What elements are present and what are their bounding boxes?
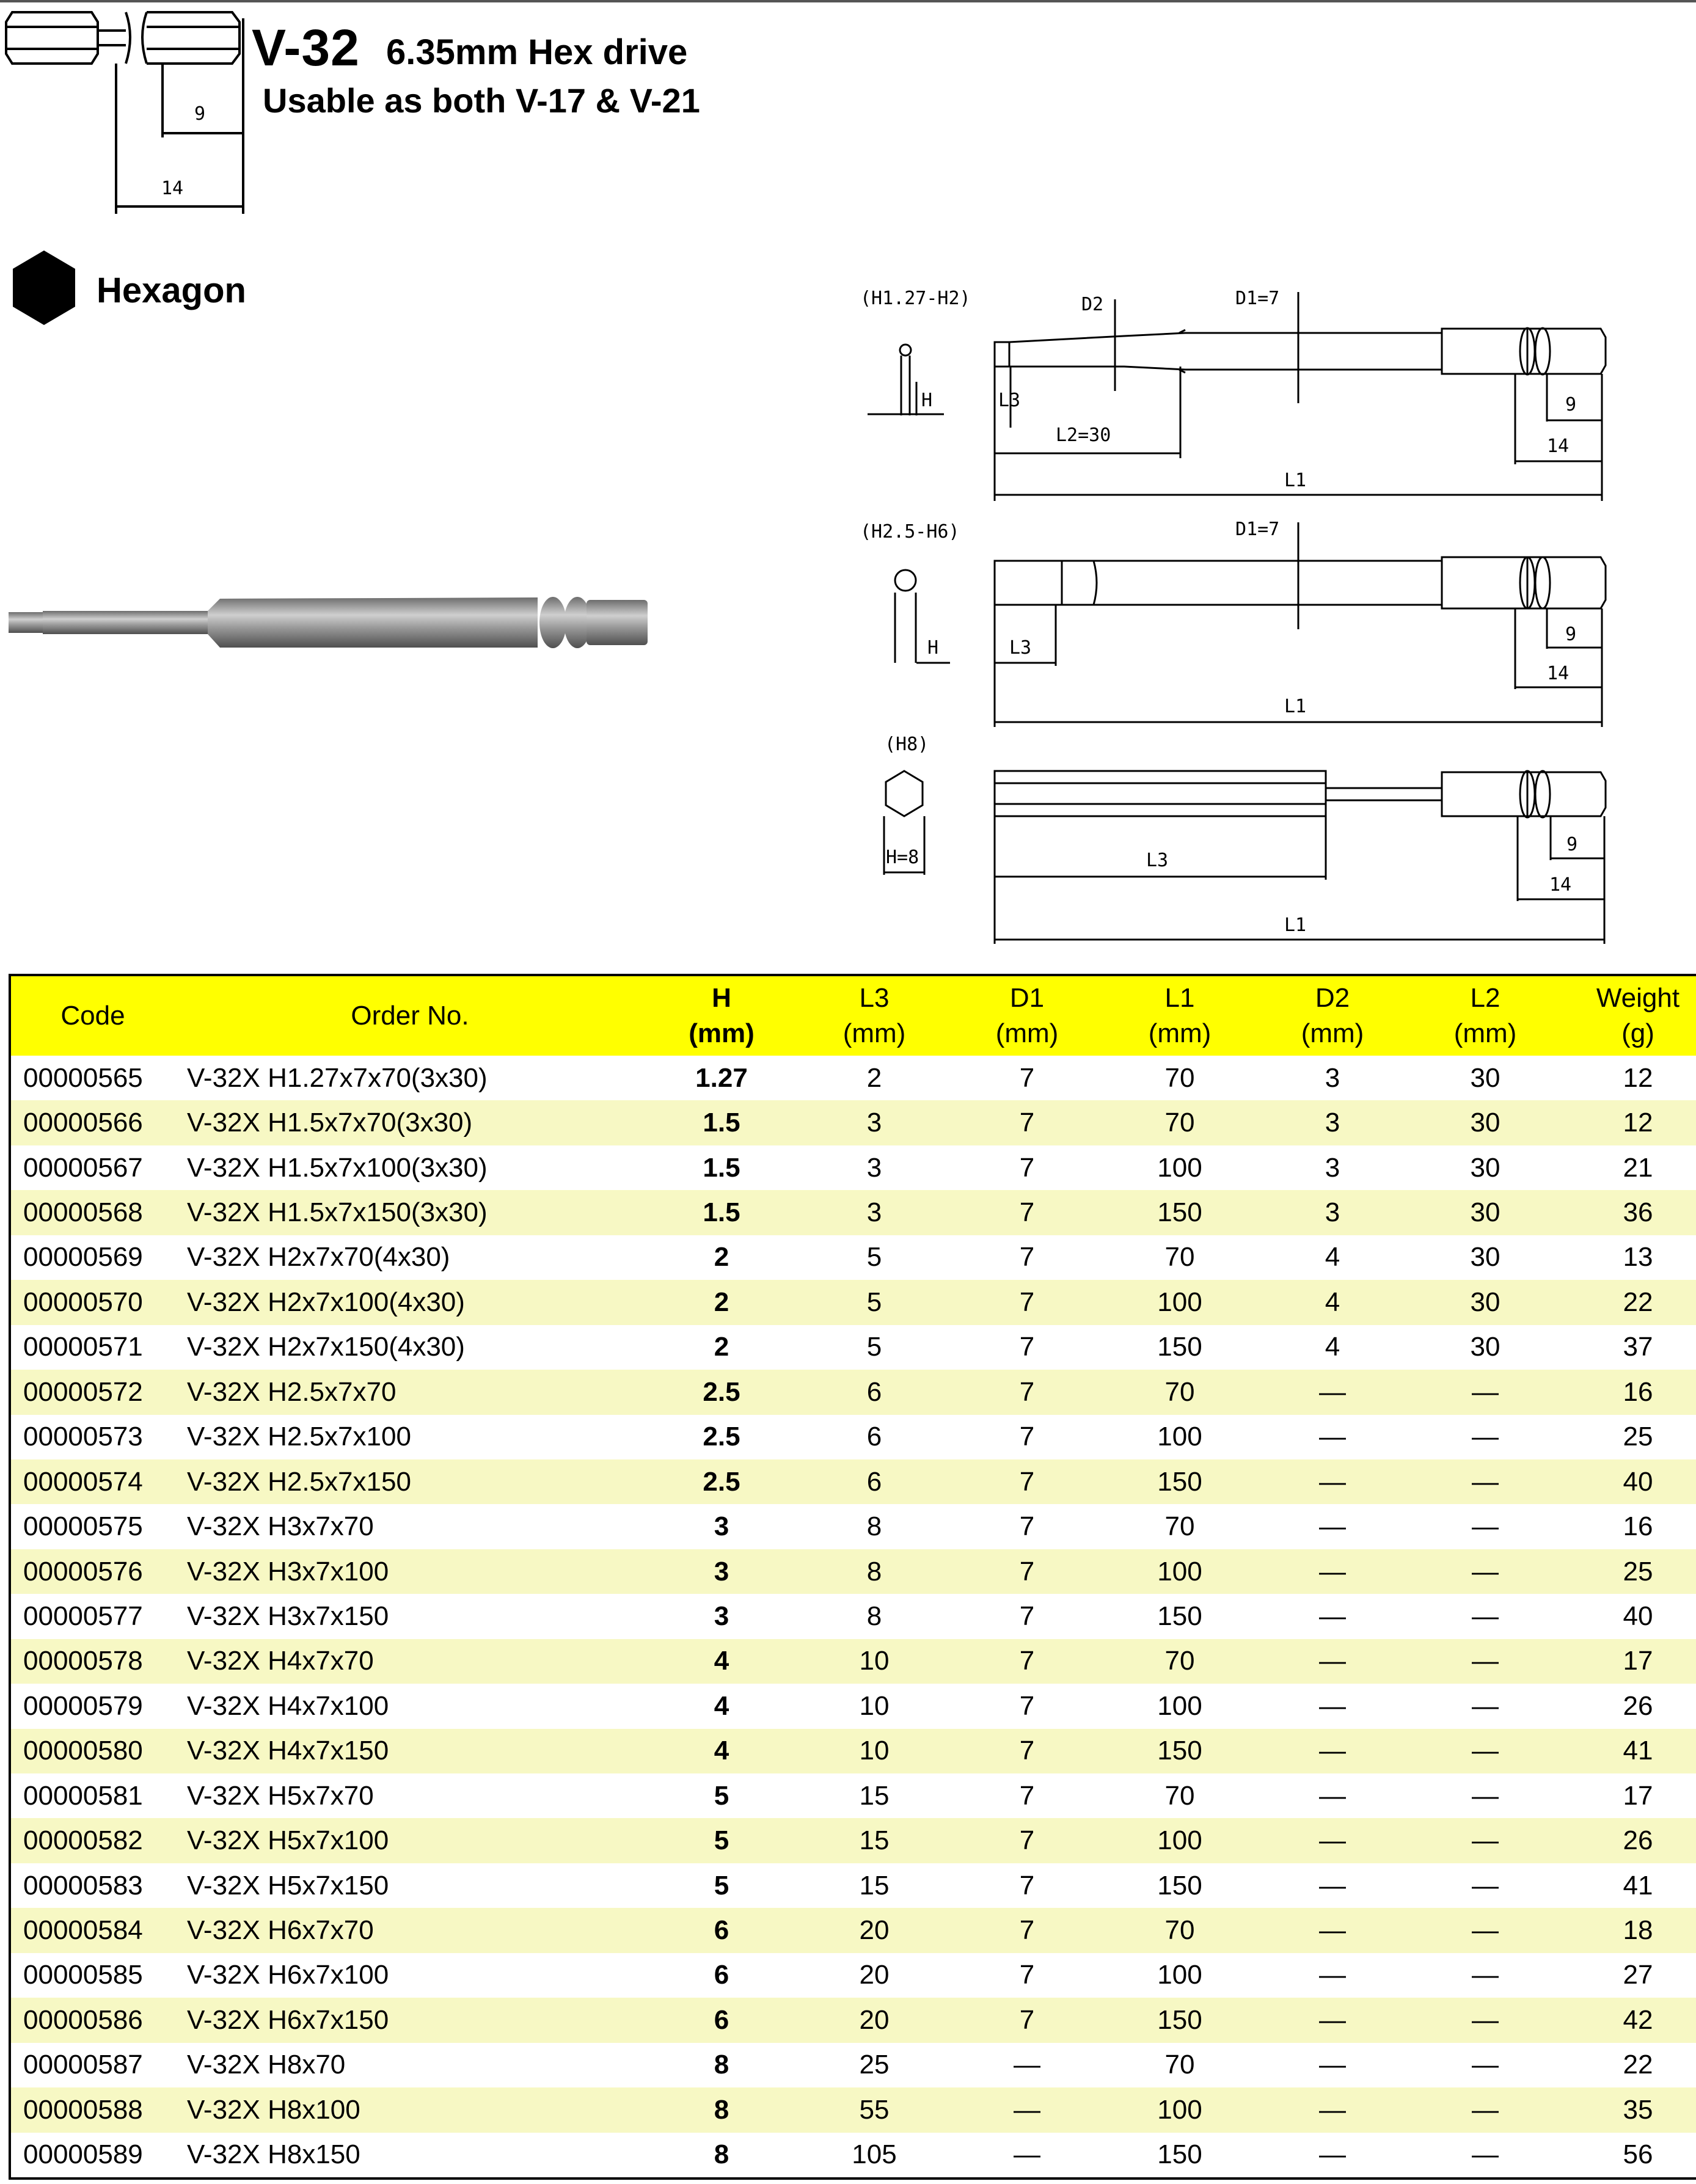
- cell-l3: 20: [798, 1908, 951, 1952]
- cell-d2: 4: [1325, 1332, 1340, 1362]
- cell-code: 00000584: [10, 1908, 175, 1952]
- d2-l1-label: L1: [1284, 696, 1307, 717]
- cell-d2: —: [1256, 1639, 1409, 1684]
- table-row: [10, 2043, 1696, 2087]
- cell-l3: 55: [798, 2087, 951, 2132]
- cell-l3: 15: [798, 1818, 951, 1863]
- cell-d1: 7: [1019, 1242, 1035, 1273]
- cell-l3: 15: [859, 1780, 890, 1811]
- cell-order-no: V-32X H6x7x150: [175, 1998, 645, 2042]
- cell-d2: —: [1319, 1960, 1346, 1990]
- cell-weight: 37: [1623, 1332, 1653, 1362]
- cell-h: 5: [714, 1870, 729, 1901]
- cell-l1: 150: [1103, 1190, 1256, 1235]
- cell-order-no: V-32X H2.5x7x70: [175, 1370, 645, 1414]
- table-row: [10, 1235, 1696, 1280]
- model-title: V-32: [252, 19, 360, 76]
- cell-d2: —: [1256, 2087, 1409, 2132]
- table-row: [10, 1863, 1696, 1908]
- cell-weight: 25: [1623, 1422, 1653, 1452]
- cell-l2: 30: [1409, 1100, 1562, 1145]
- cell-weight: 17: [1562, 1639, 1696, 1684]
- cell-h: 3: [714, 1511, 729, 1542]
- cell-order-no: V-32X H1.5x7x150(3x30): [175, 1190, 645, 1235]
- cell-l3: 3: [866, 1152, 882, 1183]
- table-row: [10, 1908, 1696, 1952]
- d2-l3-label: L3: [1009, 637, 1032, 659]
- cell-l3: 6: [866, 1422, 882, 1452]
- table-row: [10, 2087, 1696, 2132]
- table-row: [10, 1998, 1696, 2042]
- cell-code: 00000589: [23, 2139, 143, 2170]
- cell-l1: 150: [1103, 1459, 1256, 1504]
- cell-l2: —: [1409, 1459, 1562, 1504]
- cell-weight: 26: [1562, 1818, 1696, 1863]
- cell-l3: 6: [798, 1370, 951, 1414]
- cell-l2: —: [1409, 1998, 1562, 2042]
- cell-d2: —: [1256, 1549, 1409, 1594]
- d2-dim-14: 14: [1547, 663, 1570, 684]
- cell-code: 00000580: [10, 1729, 175, 1773]
- dim-9: 9: [194, 103, 206, 125]
- technical-drawings: [0, 0, 1696, 965]
- cell-order-no: V-32X H2x7x70(4x30): [187, 1242, 450, 1273]
- cell-l2: —: [1409, 1549, 1562, 1594]
- d2-dim-9: 9: [1565, 624, 1577, 645]
- cell-code: 00000574: [10, 1459, 175, 1504]
- cell-l3: 25: [859, 2050, 890, 2080]
- cell-l1: 100: [1157, 1960, 1202, 1990]
- table-row: [10, 1549, 1696, 1594]
- cell-d2: —: [1256, 1818, 1409, 1863]
- table-row: [10, 1325, 1696, 1370]
- cell-h: 3: [645, 1549, 798, 1594]
- d1-l3-label: L3: [998, 390, 1021, 411]
- cell-h: 8: [714, 2139, 729, 2170]
- spec-table: [9, 974, 1696, 2180]
- cell-weight: 27: [1623, 1960, 1653, 1990]
- cell-d1: 7: [951, 1549, 1103, 1594]
- d1-l1-label: L1: [1284, 470, 1307, 491]
- cell-d2: —: [1319, 1422, 1346, 1452]
- cell-weight: 40: [1623, 1601, 1653, 1631]
- cell-h: 1.5: [645, 1100, 798, 1145]
- d3-dim-14: 14: [1549, 874, 1572, 896]
- table-row: [10, 1056, 1696, 1100]
- cell-l1: 70: [1164, 1780, 1195, 1811]
- d3-h-label: H=8: [886, 847, 919, 868]
- cell-weight: 17: [1623, 1780, 1653, 1811]
- cell-l2: —: [1472, 1960, 1499, 1990]
- table-row: [10, 1415, 1696, 1459]
- cell-d1: 7: [951, 1370, 1103, 1414]
- cell-l2: 30: [1470, 1062, 1500, 1093]
- cell-h: 8: [645, 2087, 798, 2132]
- cell-l2: —: [1409, 1370, 1562, 1414]
- cell-d2: 4: [1256, 1280, 1409, 1324]
- cell-d1: —: [1014, 2139, 1040, 2170]
- cell-d2: —: [1319, 1601, 1346, 1631]
- table-row: [10, 1953, 1696, 1998]
- cell-d2: —: [1319, 2139, 1346, 2170]
- cell-order-no: V-32X H4x7x150: [175, 1729, 645, 1773]
- cell-l1: 100: [1103, 1818, 1256, 1863]
- cell-l3: 8: [798, 1549, 951, 1594]
- cell-order-no: V-32X H8x150: [187, 2139, 360, 2170]
- cell-d1: 7: [951, 1818, 1103, 1863]
- d3-range: (H8): [885, 734, 929, 755]
- cell-l1: 70: [1164, 1242, 1195, 1273]
- cell-d2: 3: [1325, 1152, 1340, 1183]
- cell-order-no: V-32X H3x7x150: [187, 1601, 389, 1631]
- cell-l3: 5: [866, 1242, 882, 1273]
- d1-l2-label: L2=30: [1056, 425, 1111, 446]
- cell-code: 00000567: [23, 1152, 143, 1183]
- cell-d1: 7: [1019, 1870, 1035, 1901]
- cell-order-no: V-32X H6x7x100: [187, 1960, 389, 1990]
- cell-l1: 70: [1103, 1908, 1256, 1952]
- cell-order-no: V-32X H1.5x7x70(3x30): [175, 1100, 645, 1145]
- cell-d1: 7: [951, 1100, 1103, 1145]
- cell-l1: 150: [1103, 1729, 1256, 1773]
- d1-range: (H1.27-H2): [860, 288, 971, 309]
- cell-d1: 7: [1019, 1062, 1035, 1093]
- cell-l2: —: [1409, 1639, 1562, 1684]
- cell-l2: —: [1409, 1818, 1562, 1863]
- cell-l2: —: [1472, 1422, 1499, 1452]
- cell-code: 00000581: [23, 1780, 143, 1811]
- d1-d2-label: D2: [1081, 294, 1104, 315]
- cell-l3: 10: [798, 1639, 951, 1684]
- d2-h-label: H: [927, 637, 939, 659]
- table-row: [10, 1100, 1696, 1145]
- cell-d1: 7: [1019, 1511, 1035, 1542]
- cell-l1: 100: [1103, 2087, 1256, 2132]
- cell-h: 6: [645, 1908, 798, 1952]
- cell-weight: 21: [1623, 1152, 1653, 1183]
- cell-d1: —: [951, 2087, 1103, 2132]
- cell-d1: 7: [951, 1280, 1103, 1324]
- cell-d1: 7: [951, 1639, 1103, 1684]
- cell-l1: 150: [1157, 1870, 1202, 1901]
- cell-d2: 3: [1256, 1100, 1409, 1145]
- cell-h: 2.5: [645, 1459, 798, 1504]
- cell-d2: —: [1256, 1908, 1409, 1952]
- d1-dim-9: 9: [1565, 394, 1577, 415]
- cell-weight: 16: [1623, 1511, 1653, 1542]
- table-row: [10, 1639, 1696, 1684]
- cell-d2: —: [1319, 1780, 1346, 1811]
- cell-code: 00000587: [23, 2050, 143, 2080]
- table-row: [10, 1773, 1696, 1818]
- cell-d2: —: [1319, 1870, 1346, 1901]
- d2-d1-label: D1=7: [1235, 519, 1280, 540]
- cell-weight: 18: [1562, 1908, 1696, 1952]
- cell-order-no: V-32X H5x7x70: [187, 1780, 374, 1811]
- table-row: [10, 1684, 1696, 1728]
- dim-14: 14: [161, 178, 184, 199]
- cell-l3: 6: [798, 1459, 951, 1504]
- cell-code: 00000566: [10, 1100, 175, 1145]
- cell-order-no: V-32X H6x7x70: [175, 1908, 645, 1952]
- cell-order-no: V-32X H4x7x70: [175, 1639, 645, 1684]
- col-header-order-no: Order No.: [175, 975, 645, 1056]
- cell-h: 6: [714, 1960, 729, 1990]
- cell-h: 4: [714, 1690, 729, 1721]
- d1-dim-14: 14: [1547, 436, 1570, 457]
- cell-d1: 7: [1019, 1780, 1035, 1811]
- table-row: [10, 1729, 1696, 1773]
- cell-code: 00000588: [10, 2087, 175, 2132]
- cell-d2: —: [1319, 1511, 1346, 1542]
- cell-l1: 100: [1157, 1690, 1202, 1721]
- drive-subtitle: 6.35mm Hex drive: [386, 32, 688, 72]
- cell-h: 2: [714, 1332, 729, 1362]
- cell-h: 5: [714, 1780, 729, 1811]
- table-row: [10, 1280, 1696, 1324]
- cell-l2: —: [1472, 2139, 1499, 2170]
- cell-weight: 42: [1562, 1998, 1696, 2042]
- cell-l1: 100: [1103, 1549, 1256, 1594]
- cell-code: 00000570: [10, 1280, 175, 1324]
- cell-weight: 26: [1623, 1690, 1653, 1721]
- cell-l1: 70: [1103, 1370, 1256, 1414]
- col-header-weight: Weight (g): [1562, 975, 1696, 1056]
- cell-l3: 10: [859, 1690, 890, 1721]
- cell-l3: 15: [859, 1870, 890, 1901]
- cell-d2: —: [1319, 2050, 1346, 2080]
- cell-h: 1.27: [695, 1062, 748, 1093]
- cell-weight: 12: [1562, 1100, 1696, 1145]
- cell-h: 1.5: [645, 1190, 798, 1235]
- cell-code: 00000582: [10, 1818, 175, 1863]
- cell-h: 2: [714, 1242, 729, 1273]
- cell-d1: 7: [1019, 1422, 1035, 1452]
- cell-d1: 7: [1019, 1601, 1035, 1631]
- cell-d1: 7: [951, 1998, 1103, 2042]
- cell-l1: 100: [1103, 1280, 1256, 1324]
- cell-h: 5: [645, 1818, 798, 1863]
- cell-d1: 7: [1019, 1332, 1035, 1362]
- col-header-d1: D1 (mm): [951, 975, 1103, 1056]
- cell-d2: 4: [1325, 1242, 1340, 1273]
- cell-d1: 7: [1019, 1152, 1035, 1183]
- table-row: [10, 1145, 1696, 1190]
- cell-h: 4: [645, 1729, 798, 1773]
- cell-l3: 3: [798, 1190, 951, 1235]
- cell-d2: 3: [1325, 1062, 1340, 1093]
- table-row: [10, 1190, 1696, 1235]
- cell-weight: 12: [1623, 1062, 1653, 1093]
- cell-l1: 70: [1103, 1100, 1256, 1145]
- cell-order-no: V-32X H2.5x7x100: [187, 1422, 411, 1452]
- cell-h: 2.5: [645, 1370, 798, 1414]
- cell-code: 00000575: [23, 1511, 143, 1542]
- cell-l1: 150: [1157, 1601, 1202, 1631]
- cell-h: 2.5: [703, 1422, 740, 1452]
- cell-d2: —: [1319, 1690, 1346, 1721]
- cell-l3: 5: [798, 1280, 951, 1324]
- cell-l1: 70: [1103, 1639, 1256, 1684]
- cell-l2: 30: [1409, 1280, 1562, 1324]
- cell-l3: 10: [798, 1729, 951, 1773]
- cell-weight: 41: [1623, 1870, 1653, 1901]
- cell-l3: 20: [798, 1998, 951, 2042]
- cell-order-no: V-32X H2.5x7x150: [175, 1459, 645, 1504]
- cell-l2: —: [1409, 1908, 1562, 1952]
- col-header-code: Code: [10, 975, 175, 1056]
- cell-l2: 30: [1470, 1152, 1500, 1183]
- d2-range: (H2.5-H6): [860, 521, 960, 542]
- cell-order-no: V-32X H2x7x150(4x30): [187, 1332, 465, 1362]
- cell-d1: —: [1014, 2050, 1040, 2080]
- cell-l2: —: [1409, 1729, 1562, 1773]
- cell-h: 4: [645, 1639, 798, 1684]
- cell-l2: 30: [1470, 1332, 1500, 1362]
- cell-weight: 13: [1623, 1242, 1653, 1273]
- cell-d2: —: [1256, 1729, 1409, 1773]
- cell-code: 00000586: [10, 1998, 175, 2042]
- cell-code: 00000583: [23, 1870, 143, 1901]
- cell-h: 8: [714, 2050, 729, 2080]
- cell-code: 00000585: [23, 1960, 143, 1990]
- col-header-h: H (mm): [645, 975, 798, 1056]
- table-row: [10, 1459, 1696, 1504]
- d3-l1-label: L1: [1284, 915, 1307, 936]
- table-row: [10, 1594, 1696, 1638]
- cell-code: 00000576: [10, 1549, 175, 1594]
- cell-order-no: V-32X H4x7x100: [187, 1690, 389, 1721]
- cell-order-no: V-32X H1.27x7x70(3x30): [187, 1062, 488, 1093]
- cell-weight: 35: [1562, 2087, 1696, 2132]
- cell-d1: 7: [1019, 1690, 1035, 1721]
- cell-order-no: V-32X H3x7x70: [187, 1511, 374, 1542]
- cell-code: 00000569: [23, 1242, 143, 1273]
- cell-order-no: V-32X H1.5x7x100(3x30): [187, 1152, 488, 1183]
- cell-l1: 100: [1157, 1422, 1202, 1452]
- cell-weight: 41: [1562, 1729, 1696, 1773]
- cell-order-no: V-32X H5x7x150: [187, 1870, 389, 1901]
- cell-l3: 20: [859, 1960, 890, 1990]
- d3-dim-9: 9: [1566, 834, 1578, 855]
- cell-weight: 25: [1562, 1549, 1696, 1594]
- cell-weight: 22: [1562, 1280, 1696, 1324]
- cell-weight: 56: [1623, 2139, 1653, 2170]
- d3-l3-label: L3: [1146, 850, 1169, 871]
- col-header-l3: L3 (mm): [798, 975, 951, 1056]
- cell-l3: 5: [866, 1332, 882, 1362]
- cell-l1: 150: [1103, 1998, 1256, 2042]
- cell-h: 1.5: [703, 1152, 740, 1183]
- cell-h: 6: [645, 1998, 798, 2042]
- cell-l2: —: [1472, 1780, 1499, 1811]
- cell-order-no: V-32X H8x100: [175, 2087, 645, 2132]
- cell-l1: 150: [1157, 1332, 1202, 1362]
- cell-d2: —: [1256, 1459, 1409, 1504]
- cell-l2: —: [1472, 1511, 1499, 1542]
- cell-l2: —: [1472, 2050, 1499, 2080]
- d1-h-label: H: [921, 390, 933, 411]
- cell-order-no: V-32X H2x7x100(4x30): [175, 1280, 645, 1324]
- table-header-row: [10, 975, 1696, 1056]
- table-row: [10, 1818, 1696, 1863]
- cell-order-no: V-32X H5x7x100: [175, 1818, 645, 1863]
- d1-d1-label: D1=7: [1235, 288, 1280, 309]
- cell-h: 3: [714, 1601, 729, 1631]
- cell-l2: —: [1472, 1690, 1499, 1721]
- cell-code: 00000577: [23, 1601, 143, 1631]
- cell-weight: 40: [1562, 1459, 1696, 1504]
- cell-code: 00000578: [10, 1639, 175, 1684]
- cell-l3: 105: [852, 2139, 897, 2170]
- cell-d1: 7: [951, 1459, 1103, 1504]
- cell-weight: 36: [1562, 1190, 1696, 1235]
- col-header-l2: L2 (mm): [1409, 975, 1562, 1056]
- cell-l1: 150: [1157, 2139, 1202, 2170]
- cell-l1: 70: [1164, 1062, 1195, 1093]
- table-row: [10, 1504, 1696, 1549]
- cell-code: 00000573: [23, 1422, 143, 1452]
- cell-l3: 8: [866, 1601, 882, 1631]
- col-header-l1: L1 (mm): [1103, 975, 1256, 1056]
- compat-note: Usable as both V-17 & V-21: [263, 81, 700, 120]
- cell-l2: 30: [1409, 1190, 1562, 1235]
- cell-l3: 3: [798, 1100, 951, 1145]
- cell-order-no: V-32X H3x7x100: [175, 1549, 645, 1594]
- table-row: [10, 2133, 1696, 2179]
- cell-d1: 7: [951, 1908, 1103, 1952]
- cell-l1: 100: [1157, 1152, 1202, 1183]
- section-label: Hexagon: [97, 271, 246, 310]
- cell-l3: 2: [866, 1062, 882, 1093]
- cell-d1: 7: [951, 1190, 1103, 1235]
- cell-d2: 3: [1256, 1190, 1409, 1235]
- cell-l2: —: [1472, 1870, 1499, 1901]
- cell-l2: 30: [1470, 1242, 1500, 1273]
- col-header-d2: D2 (mm): [1256, 975, 1409, 1056]
- cell-d1: 7: [951, 1729, 1103, 1773]
- cell-l3: 8: [866, 1511, 882, 1542]
- cell-code: 00000572: [10, 1370, 175, 1414]
- cell-code: 00000565: [23, 1062, 143, 1093]
- cell-weight: 16: [1562, 1370, 1696, 1414]
- cell-code: 00000579: [23, 1690, 143, 1721]
- cell-l1: 70: [1164, 2050, 1195, 2080]
- cell-l2: —: [1472, 1601, 1499, 1631]
- table-row: [10, 1370, 1696, 1414]
- cell-order-no: V-32X H8x70: [187, 2050, 346, 2080]
- cell-h: 2: [645, 1280, 798, 1324]
- cell-d2: —: [1256, 1370, 1409, 1414]
- cell-l1: 70: [1164, 1511, 1195, 1542]
- cell-code: 00000568: [10, 1190, 175, 1235]
- cell-weight: 22: [1623, 2050, 1653, 2080]
- cell-code: 00000571: [23, 1332, 143, 1362]
- cell-d1: 7: [1019, 1960, 1035, 1990]
- cell-d2: —: [1256, 1998, 1409, 2042]
- cell-l2: —: [1409, 2087, 1562, 2132]
